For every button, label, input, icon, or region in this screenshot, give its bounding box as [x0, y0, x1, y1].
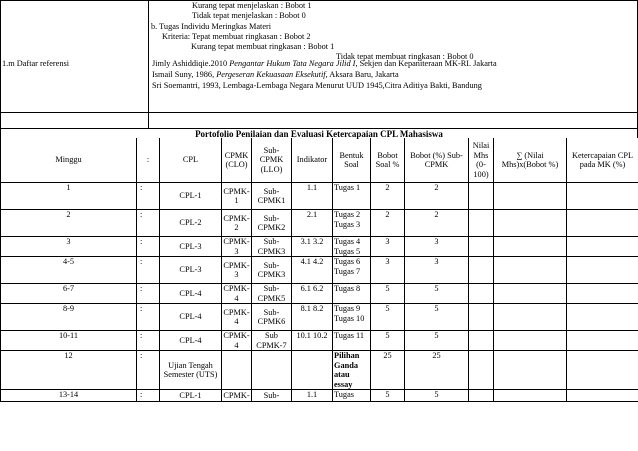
- cell-colon: :: [137, 304, 160, 331]
- cell-nilai-mhs: [469, 351, 494, 390]
- cell-cpmk: CPMK-3: [222, 257, 252, 284]
- cell-minggu: 4-5: [1, 257, 137, 284]
- cell-bentuk-soal: Tugas 2 Tugas 3: [333, 210, 371, 237]
- cell-bobot-sub-cpmk: 3: [405, 257, 469, 284]
- cell-bobot-soal: 2: [371, 183, 405, 210]
- criteria-line: Kurang tepat menjelaskan : Bobot 1: [192, 1, 312, 10]
- cell-minggu: 2: [1, 210, 137, 237]
- table-row: [1, 210, 638, 237]
- cell-bobot-sub-cpmk: 3: [405, 237, 469, 257]
- cell-colon: :: [137, 183, 160, 210]
- header-bobot-soal: Bobot Soal %: [371, 138, 405, 183]
- criteria-line: b. Tugas Individu Meringkas Materi: [151, 22, 272, 31]
- cell-cpl: CPL-2: [160, 210, 222, 237]
- reference-item: Ismail Suny, 1986, Pergeseran Kekuasaan Eksekutif, Aksara Baru, Jakarta: [152, 70, 399, 79]
- cell-bentuk-soal: Tugas 9 Tugas 10: [333, 304, 371, 331]
- header-cpmk: CPMK (CLO): [222, 138, 252, 183]
- portfolio-title: Portofolio Penilaian dan Evaluasi Ketercapaian CPL Mahasiswa: [0, 128, 638, 138]
- cell-bentuk-soal: Tugas 6 Tugas 7: [333, 257, 371, 284]
- cell-cpl: CPL-3: [160, 257, 222, 284]
- cell-cpl: CPL-3: [160, 237, 222, 257]
- cell-cpl: CPL-4: [160, 304, 222, 331]
- cell-bobot-soal: 2: [371, 210, 405, 237]
- header-bobot-sub-cpmk: Bobot (%) Sub-CPMK: [405, 138, 469, 183]
- cell-indikator: 2.1: [292, 210, 333, 237]
- cell-bentuk-soal: Tugas 1: [333, 183, 371, 210]
- cell-sum: [494, 331, 567, 351]
- cell-bentuk-soal: Tugas 4 Tugas 5: [333, 237, 371, 257]
- cell-minggu: 6-7: [1, 284, 137, 304]
- cell-cpmk: CPMK-3: [223, 237, 250, 256]
- table-row: [1, 390, 638, 402]
- cell-nilai-mhs: [469, 284, 494, 304]
- criteria-line: Kriteria: Tepat membuat ringkasan : Bobot 2: [162, 32, 311, 41]
- table-row: [1, 183, 638, 210]
- cell-bobot-soal: 5: [371, 331, 405, 351]
- cell-nilai-mhs: [469, 390, 494, 402]
- reference-item: Jimly Ashiddiqie.2010 Pengantar Hukum Tata Negara Jilid I, Sekjen dan Kepaniteraan MK-RI. Jakarta: [152, 59, 497, 68]
- cell-nilai-mhs: [469, 304, 494, 331]
- cell-cpmk: CPMK-2: [222, 210, 252, 237]
- cell-indikator: 6.1 6.2: [292, 284, 333, 304]
- criteria-line: Tidak tepat menjelaskan : Bobot 0: [192, 11, 306, 20]
- cell-indikator: 1.1: [292, 183, 333, 210]
- cell-nilai-mhs: [469, 331, 494, 351]
- table-row: [1, 351, 638, 390]
- cell-nilai-mhs: [469, 183, 494, 210]
- header-nilai-mhs: Nilai Mhs (0-100): [469, 138, 494, 183]
- rps-top-section: [0, 0, 638, 129]
- cell-cpmk: CPMK-4: [222, 304, 252, 331]
- cell-cpmk: CPMK-4: [223, 284, 250, 303]
- cell-sum: [494, 183, 567, 210]
- cell-minggu: 12: [1, 351, 137, 390]
- cell-bobot-sub-cpmk: 5: [405, 390, 469, 402]
- cell-sum: [494, 390, 567, 402]
- cell-sub-cpmk: Sub-CPMK1: [252, 183, 292, 210]
- cell-sum: [494, 284, 567, 304]
- cell-colon: :: [137, 331, 160, 351]
- header-cpl: CPL: [160, 138, 222, 183]
- table-row: [1, 284, 638, 304]
- cell-sub-cpmk: Sub-CPMK5: [252, 284, 292, 304]
- cell-bobot-sub-cpmk: 2: [405, 183, 469, 210]
- cell-indikator: 10.1 10.2: [292, 331, 333, 351]
- cell-sub-cpmk: Sub-CPMK6: [252, 304, 292, 331]
- table-row: [1, 331, 638, 351]
- table-row: [1, 257, 638, 284]
- cell-minggu: 10-11: [1, 331, 137, 351]
- cell-bobot-soal: 25: [371, 351, 405, 390]
- cell-ketercapaian: [567, 331, 638, 351]
- cell-cpl: Ujian Tengah Semester (UTS): [160, 351, 222, 390]
- cell-ketercapaian: [567, 304, 638, 331]
- cell-ketercapaian: [567, 351, 638, 390]
- cell-cpl: CPL-4: [160, 331, 222, 351]
- cell-cpl: CPL-4: [160, 284, 222, 304]
- header-colon: :: [137, 138, 160, 183]
- cell-nilai-mhs: [469, 210, 494, 237]
- cell-indikator: 1.1: [292, 390, 333, 402]
- table-row: [1, 304, 638, 331]
- cell-bobot-soal: 5: [371, 304, 405, 331]
- cell-bentuk-soal: Tugas 11: [333, 331, 371, 351]
- header-bentuk-soal: Bentuk Soal: [333, 138, 371, 183]
- cell-minggu: 8-9: [1, 304, 137, 331]
- cell-colon: :: [137, 257, 160, 284]
- cell-ketercapaian: [567, 183, 638, 210]
- cell-sub-cpmk: Sub CPMK-7: [252, 331, 292, 351]
- cell-indikator: [292, 351, 333, 390]
- header-sum: ∑ (Nilai Mhs)x(Bobot %): [494, 138, 567, 183]
- cell-sub-cpmk: Sub-CPMK3: [252, 237, 292, 257]
- cell-cpl: CPL-1: [160, 390, 222, 402]
- cell-indikator: 4.1 4.2: [292, 257, 333, 284]
- reference-item: Sri Soemantri, 1993, Lembaga-Lembaga Negara Menurut UUD 1945,Citra Aditiya Bakti, Bandung: [152, 81, 482, 90]
- cell-minggu: 1: [1, 183, 137, 210]
- cell-ketercapaian: [567, 237, 638, 257]
- cell-indikator: 3.1 3.2: [292, 237, 333, 257]
- cell-nilai-mhs: [469, 257, 494, 284]
- criteria-line: Kurang tepat membuat ringkasan : Bobot 1: [191, 42, 335, 51]
- header-sub-cpmk: Sub-CPMK (LLO): [252, 138, 292, 183]
- cell-bobot-soal: 3: [371, 237, 405, 257]
- cell-sum: [494, 304, 567, 331]
- cell-colon: :: [137, 351, 160, 390]
- portfolio-table: [0, 138, 638, 402]
- cell-sum: [494, 257, 567, 284]
- cell-bobot-soal: 3: [371, 257, 405, 284]
- cell-bobot-sub-cpmk: 5: [405, 304, 469, 331]
- header-minggu: Minggu: [1, 138, 137, 183]
- cell-cpl: CPL-1: [160, 183, 222, 210]
- cell-cpmk: CPMK-4: [223, 331, 250, 350]
- cell-cpmk: CPMK-1: [222, 183, 252, 210]
- cell-indikator: 8.1 8.2: [292, 304, 333, 331]
- cell-colon: :: [137, 210, 160, 237]
- cell-colon: :: [137, 284, 160, 304]
- cell-sum: [494, 351, 567, 390]
- cell-bentuk-soal: Tugas 8: [333, 284, 371, 304]
- cell-minggu: 13-14: [1, 390, 137, 402]
- cell-colon: :: [137, 390, 160, 402]
- cell-ketercapaian: [567, 284, 638, 304]
- cell-bobot-soal: 5: [371, 390, 405, 402]
- cell-sum: [494, 237, 567, 257]
- table-header-row: [1, 138, 638, 183]
- cell-bobot-sub-cpmk: 5: [405, 284, 469, 304]
- cell-nilai-mhs: [469, 237, 494, 257]
- cell-sub-cpmk: Sub-CPMK3: [252, 257, 292, 284]
- cell-cpmk: [222, 351, 252, 390]
- table-row: [1, 237, 638, 257]
- cell-sub-cpmk: Sub-CPMK2: [252, 210, 292, 237]
- cell-bentuk-soal: Tugas: [333, 390, 371, 402]
- cell-sub-cpmk: Sub-: [252, 390, 292, 402]
- cell-sub-cpmk: [252, 351, 292, 390]
- cell-bobot-sub-cpmk: 2: [405, 210, 469, 237]
- cell-ketercapaian: [567, 257, 638, 284]
- cell-cpmk: CPMK-: [223, 390, 250, 400]
- references-label: 1.m Daftar referensi: [2, 59, 70, 68]
- cell-colon: :: [137, 237, 160, 257]
- cell-ketercapaian: [567, 390, 638, 402]
- cell-ketercapaian: [567, 210, 638, 237]
- header-indikator: Indikator: [292, 138, 333, 183]
- cell-bobot-sub-cpmk: 25: [405, 351, 469, 390]
- header-ketercapaian: Ketercapaian CPL pada MK (%): [567, 138, 638, 183]
- cell-minggu: 3: [1, 237, 137, 257]
- cell-bentuk-soal: Pilihan Ganda atau essay: [333, 351, 371, 390]
- cell-bobot-soal: 5: [371, 284, 405, 304]
- criteria-line: Tidak tepat membuat ringkasan : Bobot 0: [336, 52, 474, 61]
- cell-bobot-sub-cpmk: 5: [405, 331, 469, 351]
- cell-sum: [494, 210, 567, 237]
- table-body: [1, 183, 638, 402]
